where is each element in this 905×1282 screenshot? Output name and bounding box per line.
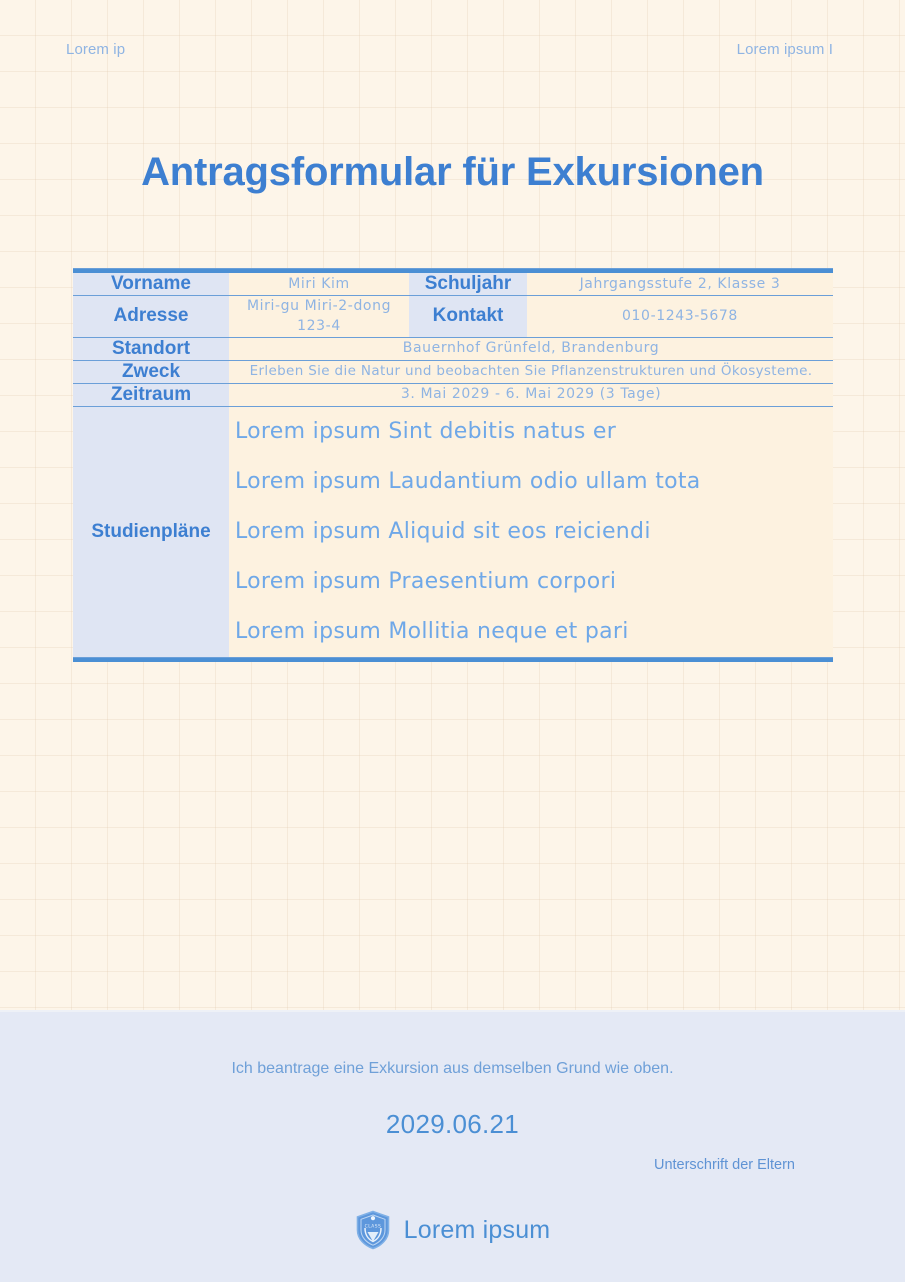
table-row-zweck <box>73 360 833 383</box>
footer-logo <box>0 1210 905 1250</box>
footer-date: 2029.06.21 <box>385 1109 520 1139</box>
footer-statement: Ich beantrage eine Exkursion aus demselben Grund wie oben. <box>231 1060 674 1077</box>
label-vorname: Vorname <box>73 273 229 296</box>
value-adresse[interactable] <box>229 296 409 338</box>
value-adresse-line1: Miri-gu Miri-2-dong <box>246 298 392 314</box>
shield-crest-icon <box>355 1210 391 1250</box>
studienplaene-list[interactable] <box>229 406 833 657</box>
value-kontakt[interactable]: 010-1243-5678 <box>527 296 833 338</box>
page-title: Antragsformular für Exkursionen <box>141 150 764 194</box>
table-row-standort <box>73 337 833 360</box>
list-item[interactable]: Lorem ipsum Aliquid sit eos reiciendi <box>235 519 651 545</box>
table-rule-bottom <box>73 657 833 662</box>
label-zweck: Zweck <box>73 360 229 383</box>
logo-text: Lorem ipsum <box>403 1215 551 1244</box>
value-adresse-line2: 123-4 <box>297 318 341 335</box>
list-item[interactable]: Lorem ipsum Sint debitis natus er <box>235 419 617 445</box>
value-schuljahr[interactable]: Jahrgangsstufe 2, Klasse 3 <box>527 273 833 296</box>
table-row-adresse <box>73 296 833 338</box>
signature-label: Unterschrift der Eltern <box>653 1157 795 1173</box>
value-standort[interactable]: Bauernhof Grünfeld, Brandenburg <box>229 337 833 360</box>
value-zeitraum[interactable]: 3. Mai 2029 - 6. Mai 2029 (3 Tage) <box>229 383 833 406</box>
footer-band <box>0 1010 905 1282</box>
list-item[interactable]: Lorem ipsum Mollitia neque et pari <box>235 619 629 645</box>
label-standort: Standort <box>73 337 229 360</box>
label-zeitraum: Zeitraum <box>73 383 229 406</box>
table-row-studienplaene <box>73 406 833 657</box>
label-kontakt: Kontakt <box>409 296 527 338</box>
list-item[interactable]: Lorem ipsum Praesentium corpori <box>235 569 617 595</box>
list-item[interactable]: Lorem ipsum Laudantium odio ullam tota <box>235 469 701 495</box>
table-row-vorname <box>73 273 833 296</box>
label-studienplaene: Studienpläne <box>73 406 229 657</box>
value-vorname[interactable]: Miri Kim <box>229 273 409 296</box>
label-schuljahr: Schuljahr <box>409 273 527 296</box>
bottom-border <box>73 657 833 662</box>
running-head-left: Lorem ip <box>66 41 126 58</box>
table-row-zeitraum <box>73 383 833 406</box>
application-form-table <box>73 268 833 662</box>
value-zweck[interactable]: Erleben Sie die Natur und beobachten Sie Pflanzenstrukturen und Ökosysteme. <box>229 360 833 383</box>
label-adresse: Adresse <box>73 296 229 338</box>
svg-text:CLASS: CLASS <box>364 1224 381 1230</box>
running-head-right: Lorem ipsum I <box>736 41 833 58</box>
